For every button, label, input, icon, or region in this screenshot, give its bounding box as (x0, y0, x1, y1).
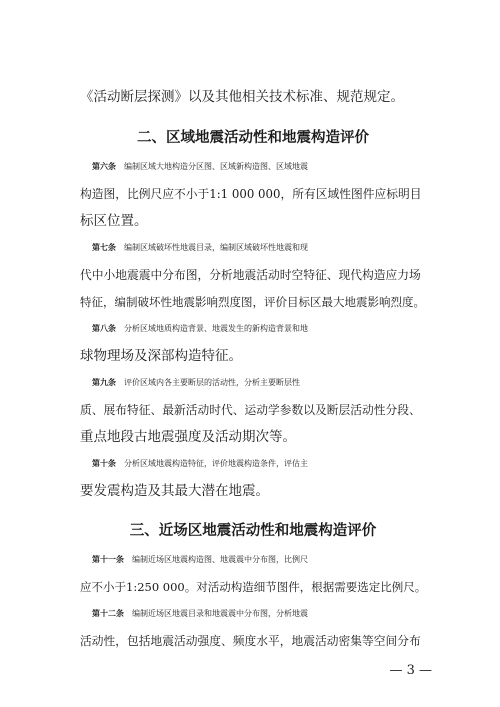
text-line: 特征，编制破坏性地震影响烈度图，评价目标区最大地震影响烈度。 (80, 295, 425, 309)
text-line: 应不小于1:250 000。对活动构造细节图件，根据需要选定比例尺。 (80, 580, 427, 594)
article-line: 第十一条 编制近场区地震构造图、地震震中分布图，比例尺 (92, 555, 308, 564)
text-line: 要发震构造及其最大潜在地震。 (80, 483, 269, 499)
article-label: 第十条 (92, 459, 116, 468)
article-line: 第十条 分析区域地震构造特征，评价地震构造条件，评估主 (92, 459, 308, 468)
article-label: 第十二条 (92, 609, 124, 618)
text-line: 球物理场及深部构造特征。 (80, 348, 242, 364)
text-line: 质、展布特征、最新活动时代、运动学参数以及断层活动性分段、 (80, 403, 421, 417)
article-label: 第七条 (92, 243, 116, 252)
section-heading: 二、区域地震活动性和地震构造评价 (137, 130, 369, 146)
text-line: 活动性，包括地震活动强度、频度水平，地震活动密集等空间分布 (80, 634, 421, 648)
article-line: 第十二条 编制近场区地震目录和地震震中分布图，分析地震 (92, 609, 308, 618)
article-label: 第八条 (92, 324, 116, 333)
text-line: 标区位置。 (80, 213, 148, 229)
article-line: 第九条 评价区域内各主要断层的活动性，分析主要断层性 (92, 378, 300, 387)
article-label: 第九条 (92, 378, 116, 387)
text-line: 重点地段古地震强度及活动期次等。 (80, 429, 296, 445)
page-number: — 3 — (389, 663, 432, 678)
article-line: 第七条 编制区域破坏性地震目录，编制区域破坏性地震和现 (92, 243, 308, 252)
text-line: 构造图，比例尺应不小于1:1 000 000，所有区域性图件应标明目 (80, 187, 422, 201)
text-line: 《活动断层探测》以及其他相关技术标准、规范规定。 (80, 89, 404, 105)
text-line: 代中小地震震中分布图，分析地震活动时空特征、现代构造应力场 (80, 268, 421, 282)
article-label: 第六条 (92, 162, 116, 171)
article-line: 第八条 分析区域地质构造背景、地震发生的新构造背景和地 (92, 324, 308, 333)
article-line: 第六条 编制区域大地构造分区图、区域新构造图、区域地震 (92, 162, 308, 171)
section-heading: 三、近场区地震活动性和地震构造评价 (129, 523, 377, 539)
article-label: 第十一条 (92, 555, 124, 564)
